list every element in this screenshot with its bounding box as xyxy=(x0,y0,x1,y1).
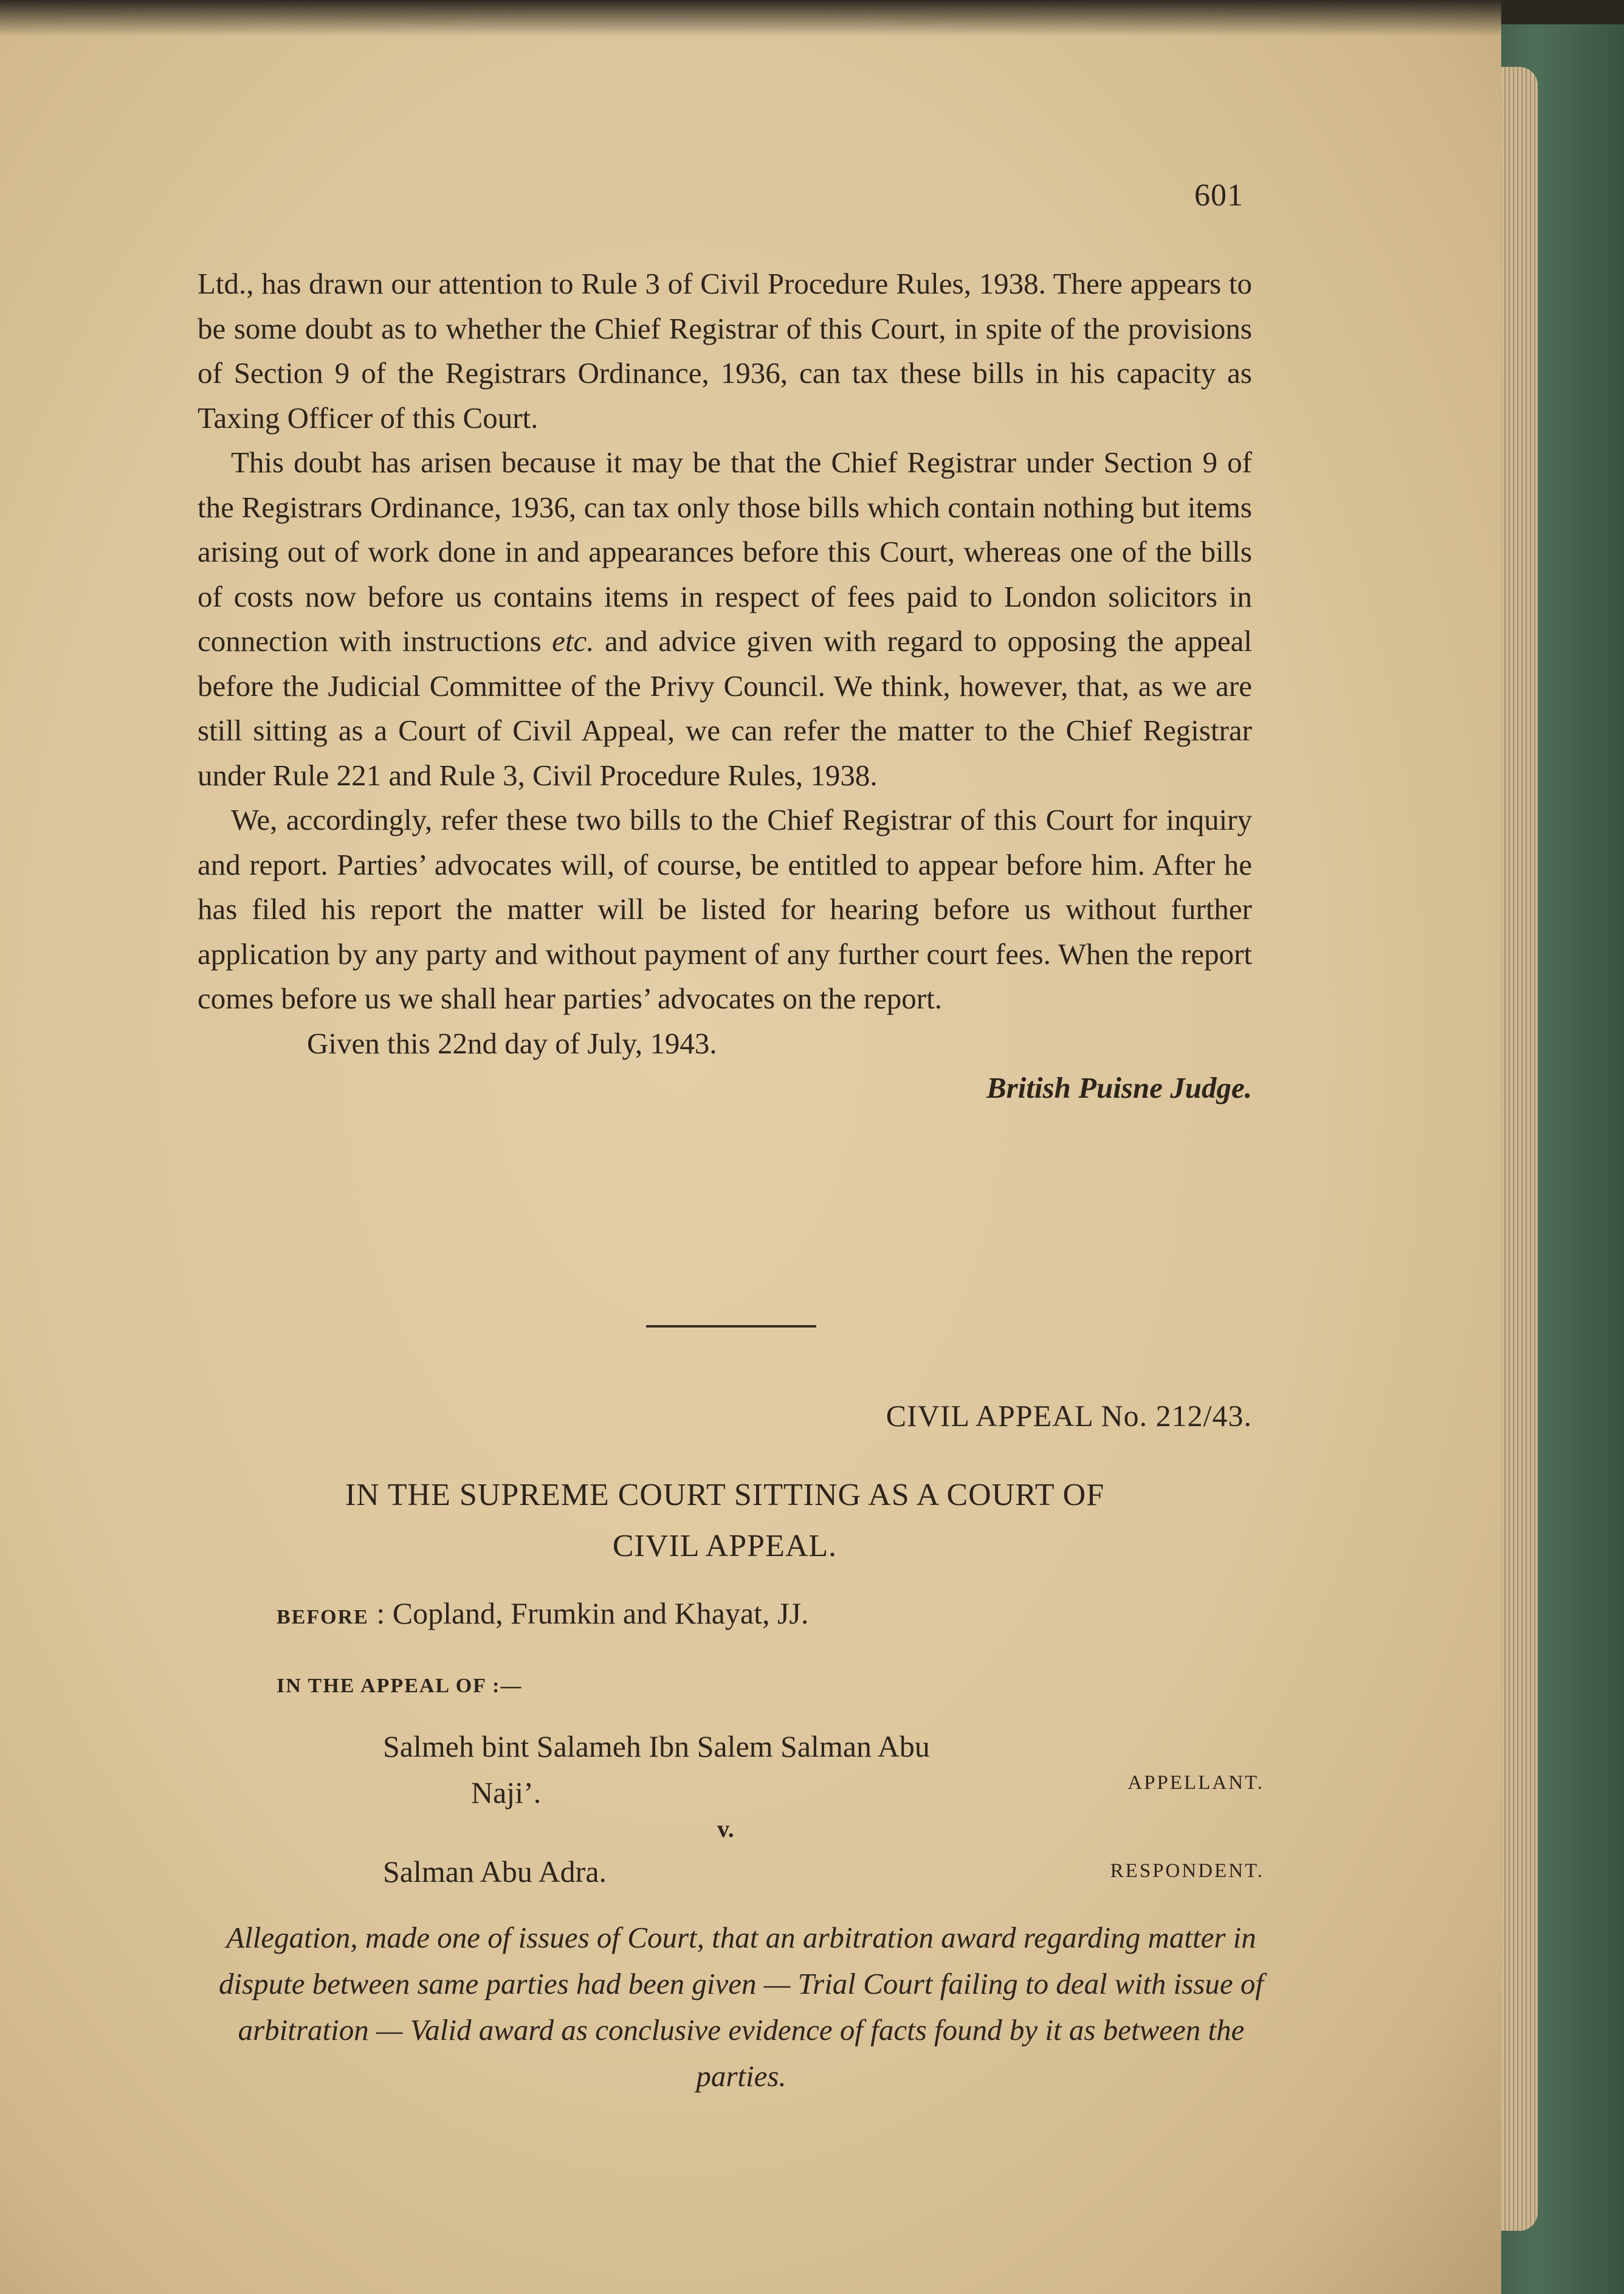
headnote xyxy=(214,1915,1268,2099)
paragraph-1: Ltd., has drawn our attention to Rule 3 of Civil Procedure Rules, 1938. There appears to be some doubt as to whether the Chief Registrar of this Court, in spite of the provisions of Section 9 of the Registrars Ordinance, 1936, can tax these bills in his capacity as Taxing Officer of this Court. xyxy=(198,267,1252,435)
paragraph-4: Given this 22nd day of July, 1943. xyxy=(307,1026,717,1060)
page-number: 601 xyxy=(1194,178,1244,213)
versus: v. xyxy=(717,1815,734,1842)
signature: British Puisne Judge. xyxy=(986,1071,1252,1104)
respondent-name: Salman Abu Adra. xyxy=(383,1855,607,1889)
bench xyxy=(277,1596,808,1631)
paragraph-2-part-a: This doubt has arisen because it may be that the Chief Registrar under Section 9 of the Registrars Ordinance, 1936, can tax only those bills which contain nothing but items arising out of work done in and appearances before this Court, whereas one of the bills of costs now before us contains items in respect of fees paid to London solicitors in connection with instructions xyxy=(198,446,1252,658)
before-separator: : xyxy=(368,1596,393,1630)
court-heading-line-2: CIVIL APPEAL. xyxy=(612,1529,838,1563)
appellant-name-line-2: Naji’. xyxy=(471,1776,542,1810)
judges: Copland, Frumkin and Khayat, JJ. xyxy=(392,1596,809,1630)
appellant-name-line-1: Salmeh bint Salameh Ibn Salem Salman Abu xyxy=(383,1729,930,1763)
paragraph-2 xyxy=(198,440,1252,797)
headnote-text: Allegation, made one of issues of Court, that an arbitration award regarding matter in dispute between same parties had been given — Trial Court failing to deal with issue of arbitration — Valid award as conclusive evidence of facts found by it as between the parties. xyxy=(219,1921,1264,2093)
judgment-body xyxy=(198,261,1252,1111)
case-number: CIVIL APPEAL No. 212/43. xyxy=(886,1399,1252,1433)
appellant-role: APPELLANT. xyxy=(1127,1772,1264,1794)
appeal-of-label: IN THE APPEAL OF :— xyxy=(277,1675,523,1697)
before-label: BEFORE xyxy=(277,1606,369,1628)
respondent-role: RESPONDENT. xyxy=(1110,1860,1264,1882)
court-heading xyxy=(198,1470,1252,1572)
paragraph-3: We, accordingly, refer these two bills to the Chief Registrar of this Court for inquiry and report. Parties’ advocates will, of course, be entitled to appear before him. After he has filed his report the matter will be listed for hearing before us without further application by any party and without payment of any further court fees. When the report comes before us we shall hear parties’ advocates on the report. xyxy=(198,803,1252,1015)
paragraph-2-part-b: and advice given with regard to opposing the appeal before the Judicial Committee of the Privy Council. We think, however, that, as we are still sitting as a Court of Civil Appeal, we can refer the matter to the Chief Registrar under Rule 221 and Rule 3, Civil Procedure Rules, 1938. xyxy=(198,624,1252,792)
paragraph-2-etc: etc. xyxy=(552,624,594,658)
court-heading-line-1: IN THE SUPREME COURT SITTING AS A COURT OF xyxy=(345,1478,1105,1512)
appellant-name xyxy=(383,1723,1051,1816)
section-divider xyxy=(646,1325,816,1328)
